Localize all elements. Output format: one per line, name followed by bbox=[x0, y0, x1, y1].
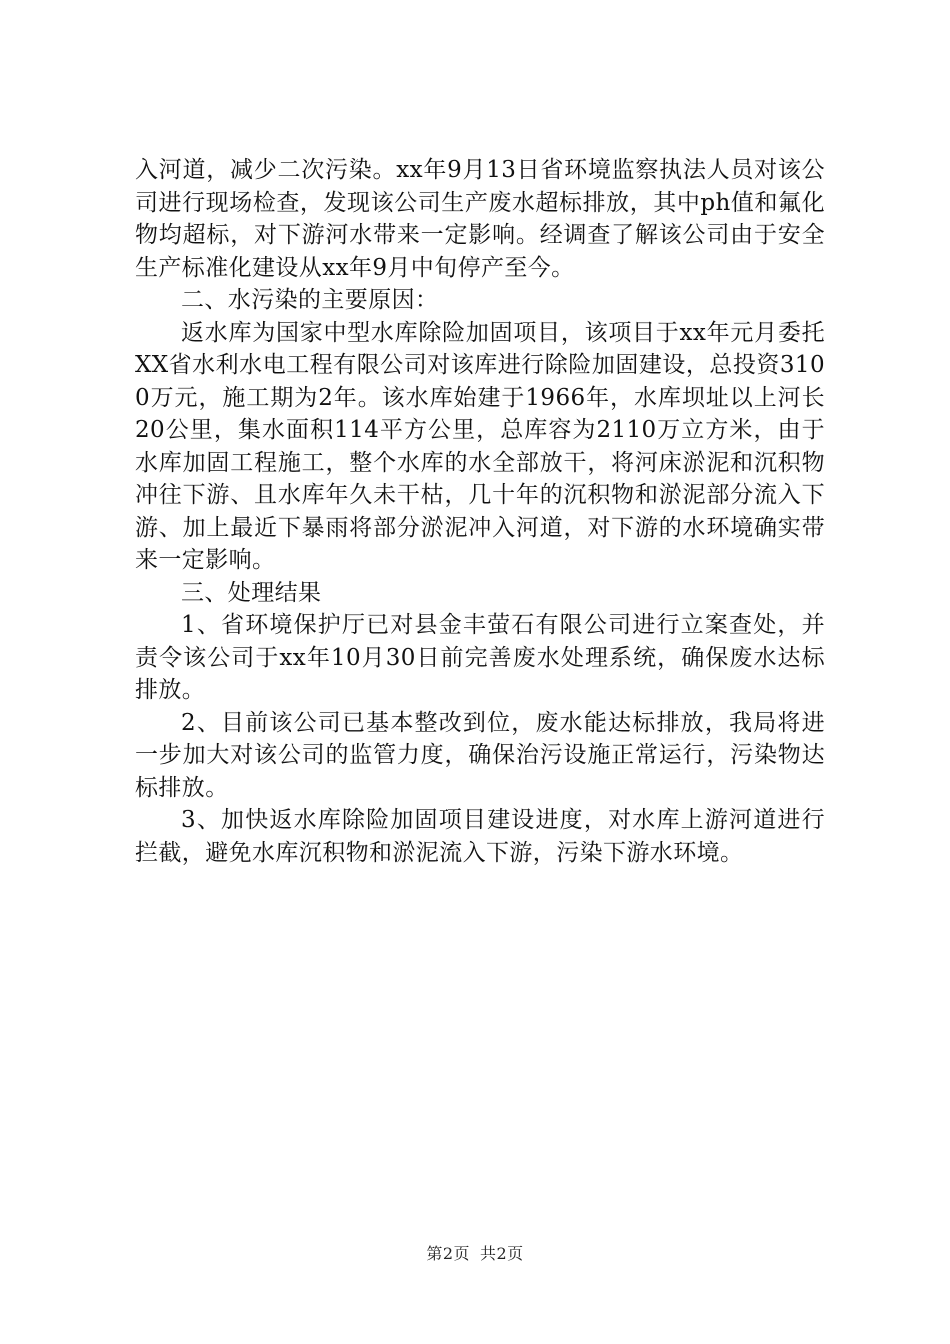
paragraph-reservoir: 返水库为国家中型水库除险加固项目，该项目于xx年元月委托XX省水利水电工程有限公司对该库进行除险加固建设，总投资3100万元，施工期为2年。该水库始建于1966年，水库坝址以上河长20公里，集水面积114平方公里，总库容为2110万立方米，由于水库加固工程施工，整个水库的水全部放干，将河床淤泥和沉积物冲往下游、且水库年久未干枯，几十年的沉积物和淤泥部分流入下游、加上最近下暴雨将部分淤泥冲入河道，对下游的水环境确实带来一定影响。 bbox=[135, 319, 825, 573]
result-item-3: 3、加快返水库除险加固项目建设进度，对水库上游河道进行拦截，避免水库沉积物和淤泥流入下游，污染下游水环境。 bbox=[135, 807, 825, 866]
page-total: 共2页 bbox=[480, 1244, 524, 1263]
section-heading-causes: 二、水污染的主要原因： bbox=[181, 287, 439, 313]
document-body bbox=[135, 154, 825, 869]
result-item-1: 1、省环境保护厅已对县金丰萤石有限公司进行立案查处，并责令该公司于xx年10月30日前完善废水处理系统，确保废水达标排放。 bbox=[135, 612, 825, 703]
paragraph-continuation: 入河道，减少二次污染。xx年9月13日省环境监察执法人员对该公司进行现场检查，发现该公司生产废水超标排放，其中ph值和氟化物均超标，对下游河水带来一定影响。经调查了解该公司由于安全生产标准化建设从xx年9月中旬停产至今。 bbox=[135, 157, 825, 281]
page-number: 第2页 bbox=[426, 1244, 470, 1263]
section-heading-results: 三、处理结果 bbox=[181, 579, 322, 606]
result-item-2: 2、目前该公司已基本整改到位，废水能达标排放，我局将进一步加大对该公司的监管力度，确保治污设施正常运行，污染物达标排放。 bbox=[135, 709, 825, 801]
page-footer bbox=[0, 1243, 950, 1265]
